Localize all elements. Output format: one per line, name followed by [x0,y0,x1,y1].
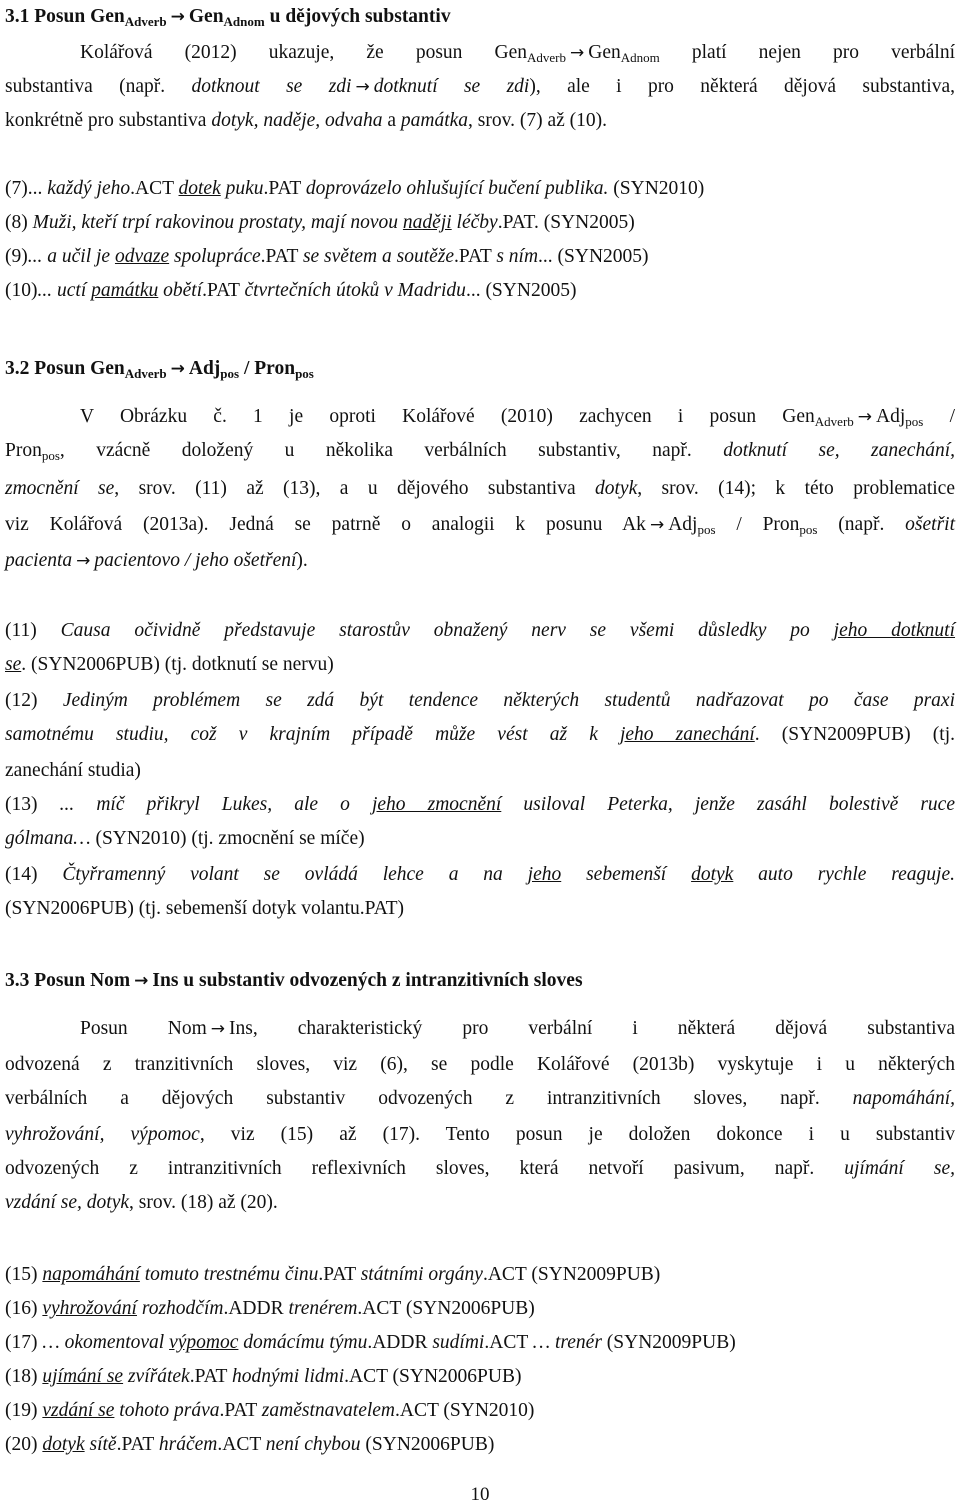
paragraph-line: pacienta → pacientovo / jeho ošetření). [5,550,308,571]
example-11: (11) Causa očividně představuje starostův obnažený nerv se všemi důsledky po jeho dotknutí [5,620,956,641]
paragraph-line: vyhrožování, výpomoc, viz (15) až (17). Tento posun je doložen dokonce i u substantiv [5,1124,955,1145]
paragraph-line: odvozená z tranzitivních sloves, viz (6), se podle Kolářové (2013b) vyskytuje i u některých [5,1054,955,1075]
example-11-cont: se. (SYN2006PUB) (tj. dotknutí se nervu) [5,654,334,675]
section-heading-3-1: 3.1 Posun Gen$_{Adverb}$ → Gen$_{Adnom}$ u dějových substantiv [5,6,451,29]
example-12: (12) Jediným problémem se zdá být tendence některých studentů nadřazovat po čase praxi [5,690,955,711]
paragraph-line: Posun Nom → Ins, charakteristický pro verbální i některá dějová substantiva [80,1018,956,1039]
example-19: (19) vzdání se tohoto práva.PAT zaměstnavatelem.ACT (SYN2010) [5,1400,535,1421]
arrow-icon: → [649,515,665,535]
arrow-icon: → [857,407,873,427]
example-8: (8) Muži, kteří trpí rakovinou prostaty, mají novou naději léčby.PAT. (SYN2005) [5,212,635,233]
example-13-cont: gólmana… (SYN2010) (tj. zmocnění se míče) [5,828,365,849]
example-9: (9)... a učil je odvaze spolupráce.PAT se světem a soutěže.PAT s ním... (SYN2005) [5,246,649,267]
example-12-cont: samotnému studiu, což v krajním případě může vést až k jeho zanechání. (SYN2009PUB) (tj. [5,724,956,745]
example-16: (16) vyhrožování rozhodčím.ADDR trenérem.ACT (SYN2006PUB) [5,1298,535,1319]
example-14: (14) Čtyřramenný volant se ovládá lehce a na jeho sebemenší dotyk auto rychle reaguje. [5,864,955,885]
section-heading-3-2: 3.2 Posun Gen$_{Adverb}$ → Adj$_{pos}$ / Pron$_{pos}$ [5,358,314,381]
paragraph-line: vzdání se, dotyk, srov. (18) až (20). [5,1192,278,1213]
example-12-cont: zanechání studia) [5,760,141,781]
paragraph-line: konkrétně pro substantiva dotyk, naděje, odvaha a památka, srov. (7) až (10). [5,110,608,131]
page-number: 10 [470,1484,490,1505]
paragraph-line: Pron$_{pos}$, vzácně doložený u několika verbálních substantiv, např. dotknutí se, zanechání, [5,440,956,463]
arrow-icon: → [210,1019,225,1039]
example-20: (20) dotyk sítě.PAT hráčem.ACT není chybou (SYN2006PUB) [5,1434,495,1455]
paragraph-line: viz Kolářová (2013a). Jedná se patrně o analogii k posunu Ak → Adj$_{pos}$ / Pron$_{pos}$ (např. ošetřit [5,514,955,537]
arrow-icon: → [170,7,185,27]
example-13: (13) ... míč přikryl Lukes, ale o jeho zmocnění usiloval Peterka, jenže zasáhl bolestivě ruce [5,794,955,815]
paragraph-line: Kolářová (2012) ukazuje, že posun Gen$_{Adverb}$ → Gen$_{Adnom}$ platí nejen pro verbální [80,42,956,65]
arrow-icon: → [170,359,185,379]
paragraph-line: zmocnění se, srov. (11) až (13), a u dějového substantiva dotyk, srov. (14); k této problematice [5,478,955,499]
example-10: (10)... uctí památku obětí.PAT čtvrtečních útoků v Madridu... (SYN2005) [5,280,577,301]
arrow-icon: → [134,971,149,991]
example-7: (7)... každý jeho.ACT dotek puku.PAT doprovázelo ohlušující bučení publika. (SYN2010) [5,178,705,199]
arrow-icon: → [76,551,91,571]
arrow-icon: → [355,77,370,97]
paragraph-line: verbálních a dějových substantiv odvozených z intranzitivních sloves, např. napomáhání, [5,1088,955,1109]
section-heading-3-3: 3.3 Posun Nom → Ins u substantiv odvozených z intranzitivních sloves [5,970,583,991]
paragraph-line: V Obrázku č. 1 je oproti Kolářové (2010) zachycen i posun Gen$_{Adverb}$ → Adj$_{pos}$ / [80,406,956,429]
example-15: (15) napomáhání tomuto trestnému činu.PAT státními orgány.ACT (SYN2009PUB) [5,1264,661,1285]
arrow-icon: → [570,43,585,63]
example-18: (18) ujímání se zvířátek.PAT hodnými lidmi.ACT (SYN2006PUB) [5,1366,522,1387]
example-17: (17) … okomentoval výpomoc domácímu týmu.ADDR sudími.ACT … trenér (SYN2009PUB) [5,1332,736,1353]
paragraph-line: odvozených z intranzitivních reflexivních sloves, která netvoří pasivum, např. ujímání se, [5,1158,955,1179]
paragraph-line: substantiva (např. dotknout se zdi → dotknutí se zdi), ale i pro některá dějová substantiva, [5,76,955,97]
example-14-cont: (SYN2006PUB) (tj. sebemenší dotyk volantu.PAT) [5,898,405,919]
